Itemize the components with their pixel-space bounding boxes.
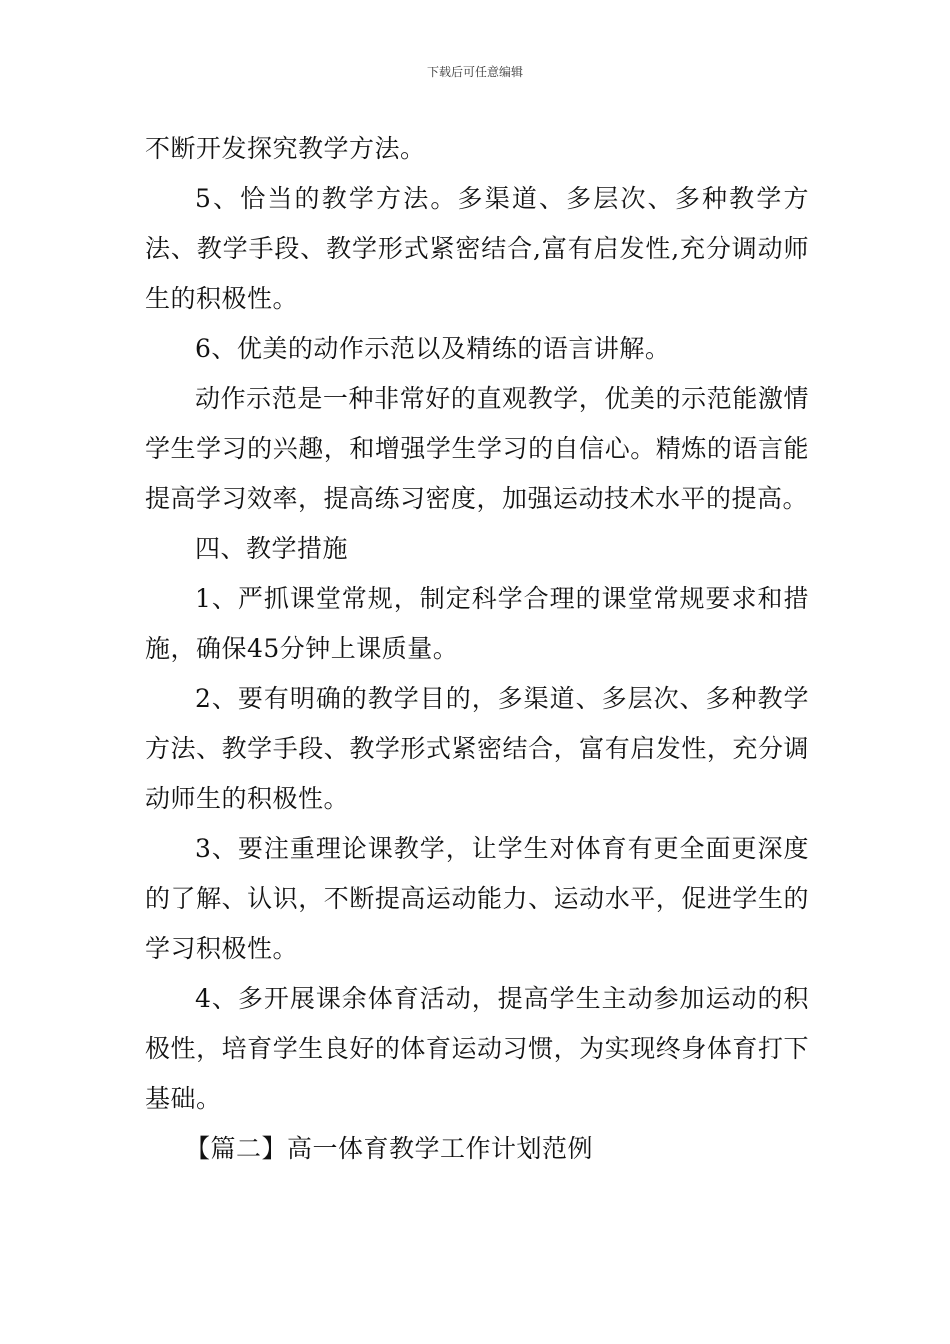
paragraph-measure-1: 1、严抓课堂常规，制定科学合理的课堂常规要求和措施，确保45分钟上课质量。 — [145, 584, 809, 663]
document-body — [145, 124, 809, 1174]
paragraph-demonstration: 动作示范是一种非常好的直观教学，优美的示范能激情学生学习的兴趣，和增强学生学习的自信心。精炼的语言能提高学习效率，提高练习密度，加强运动技术水平的提高。 — [145, 384, 809, 513]
paragraph-measure-2: 2、要有明确的教学目的，多渠道、多层次、多种教学方法、教学手段、教学形式紧密结合，富有启发性，充分调动师生的积极性。 — [145, 684, 809, 813]
paragraph-continuation: 不断开发探究教学方法。 — [145, 134, 426, 163]
paragraph-item-5: 5、恰当的教学方法。多渠道、多层次、多种教学方法、教学手段、教学形式紧密结合,富有启发性,充分调动师生的积极性。 — [145, 184, 809, 313]
paragraph-measure-4: 4、多开展课余体育活动，提高学生主动参加运动的积极性，培育学生良好的体育运动习惯，为实现终身体育打下基础。 — [145, 984, 809, 1113]
section-heading-measures: 四、教学措施 — [195, 534, 349, 563]
page-header: 下载后可任意编辑 — [426, 65, 523, 79]
section-title-part-two: 【篇二】高一体育教学工作计划范例 — [185, 1134, 594, 1163]
paragraph-item-6: 6、优美的动作示范以及精练的语言讲解。 — [195, 334, 671, 363]
paragraph-measure-3: 3、要注重理论课教学，让学生对体育有更全面更深度的了解、认识，不断提高运动能力、运动水平，促进学生的学习积极性。 — [145, 834, 809, 963]
